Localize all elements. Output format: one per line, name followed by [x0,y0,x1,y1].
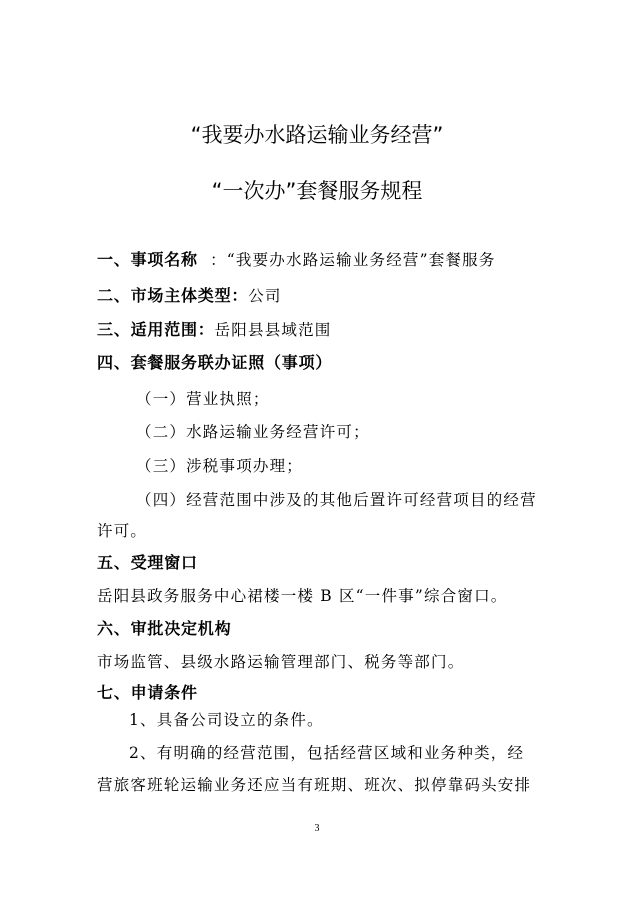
list-item: 2、有明确的经营范围，包括经营区域和业务种类，经 [129,744,525,762]
section-entity-type [97,286,282,306]
document-title-line2: “一次办”套餐服务规程 [211,179,423,203]
page-number: 3 [314,823,320,834]
list-item-continuation: 许可。 [97,522,148,540]
section-heading: 一、事项名称 [97,250,198,269]
section-heading-package: 四、套餐服务联办证照（事项） [97,353,333,372]
section-value: ：“我要办水路运输业务经营”套餐服务 [210,251,496,269]
section-text-window: 岳阳县政务服务中心裙楼一楼 B 区“一件事”综合窗口。 [97,587,508,605]
list-item: 1、具备公司设立的条件。 [129,711,324,729]
section-value: 公司 [248,287,282,305]
section-heading-authority: 六、审批决定机构 [97,619,232,638]
section-heading: 三、适用范围： [97,320,215,339]
document-title-line1: “我要办水路运输业务经营” [190,123,444,147]
section-scope [97,320,332,340]
section-heading-window: 五、受理窗口 [97,553,198,572]
list-item: （四）经营范围中涉及的其他后置许可经营项目的经营 [136,491,537,509]
list-item: （二）水路运输业务经营许可； [136,423,370,441]
section-text-authority: 市场监管、县级水路运输管理部门、税务等部门。 [97,653,465,671]
section-heading-conditions: 七、申请条件 [97,683,198,702]
section-value: 岳阳县县域范围 [214,321,332,339]
section-item-name [97,250,496,270]
list-item: （三）涉税事项办理； [136,457,304,475]
list-item: （一）营业执照； [136,390,270,408]
section-heading: 二、市场主体类型： [97,286,249,305]
list-item-continuation: 营旅客班轮运输业务还应当有班期、班次、拟停靠码头安排 [97,776,532,794]
